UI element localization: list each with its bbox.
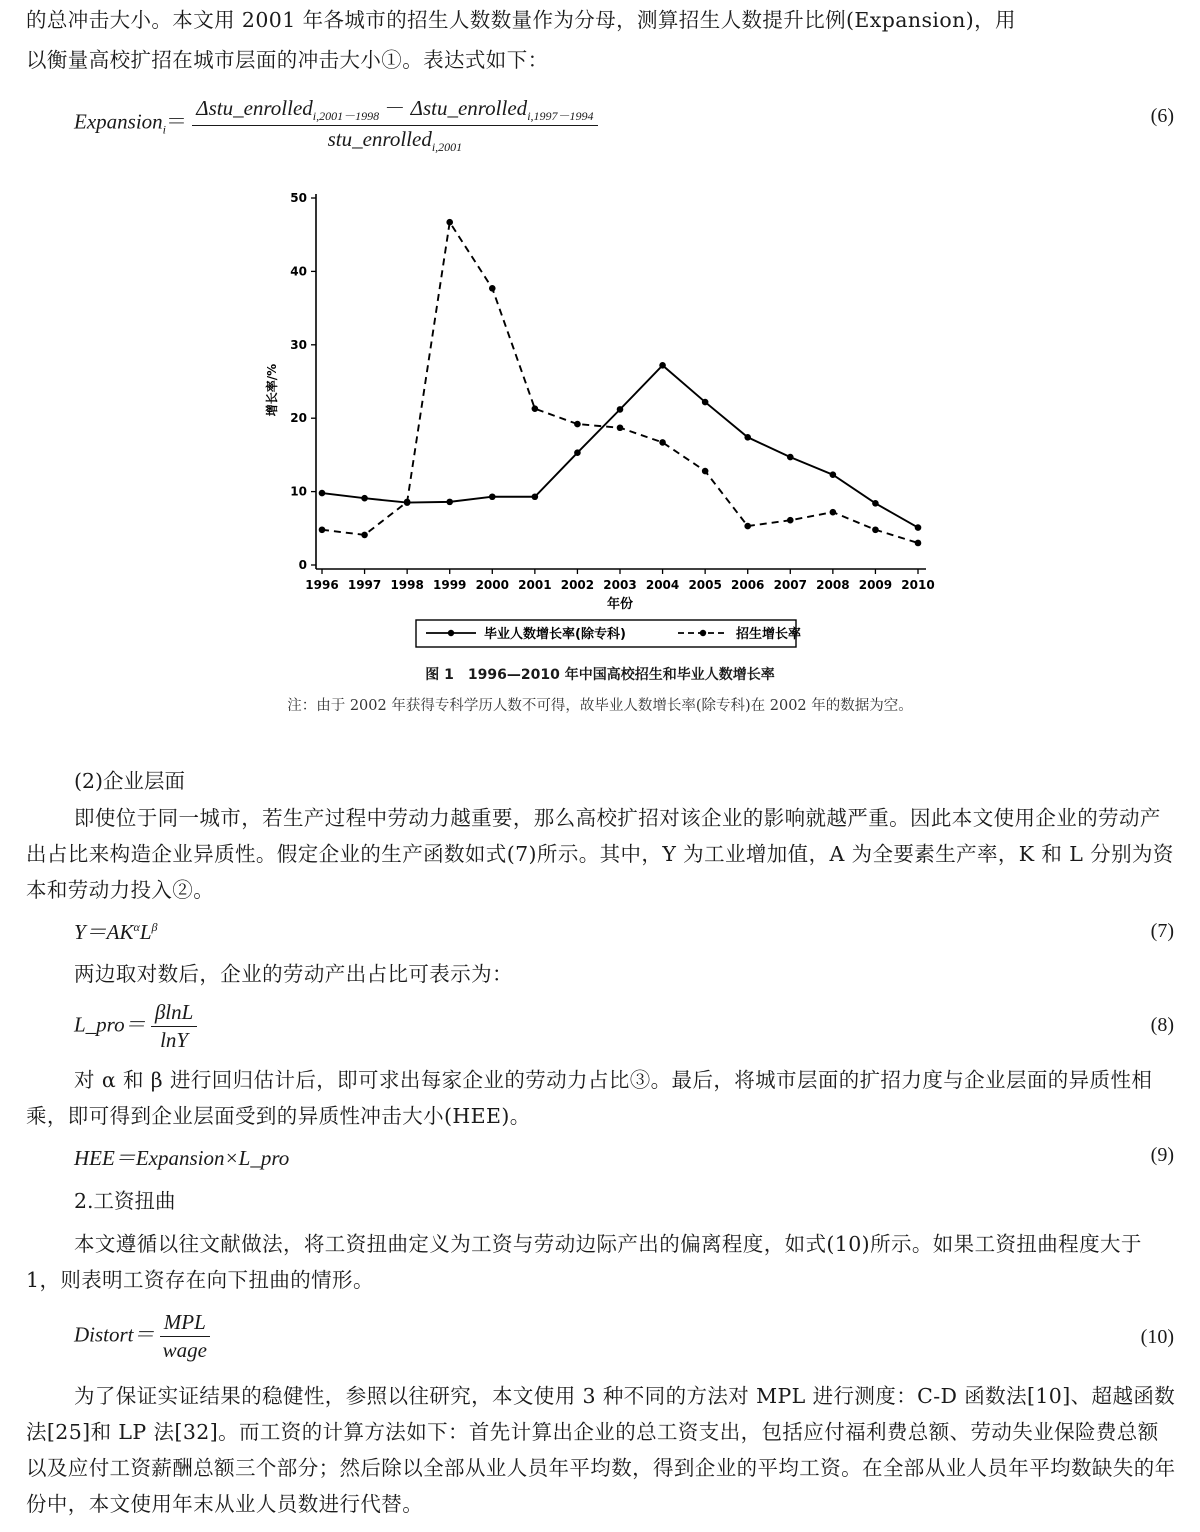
series-1-point — [915, 540, 922, 547]
eq8-fraction — [151, 1000, 197, 1053]
x-tick-label: 2005 — [688, 578, 722, 592]
legend-label-enrollment: 招生增长率 — [736, 627, 802, 642]
y-tick-label: 10 — [290, 484, 307, 499]
equation-8 — [74, 1000, 197, 1053]
chart-x-axis-label: 年份 — [606, 597, 634, 612]
figure-caption: 图 1 1996—2010 年中国高校招生和毕业人数增长率 — [425, 667, 775, 683]
series-line-1 — [322, 222, 918, 543]
series-1-point — [872, 526, 879, 533]
eq7-part-y: Y＝AK — [74, 920, 134, 944]
equation-9-number: (9) — [1150, 1144, 1174, 1166]
series-0-point — [319, 490, 326, 497]
x-tick-label: 2010 — [901, 578, 935, 592]
series-0-point — [489, 493, 496, 500]
paragraph-mpl: 为了保证实证结果的稳健性，参照以往研究，本文使用 3 种不同的方法对 MPL 进行测度：C-D 函数法[10]、超越函数法[25]和 LP 法[32]。而工资的计算方法如下：首先计算出企业的总工资支出，包括应付福利费总额、劳动失业保险费总额以及应付工资薪酬总额三个部分；然后除以全部从业人员年平均数，得到企业的平均工资。在全部从业人员年平均数缺失的年份中，本文使用年末从业人员数进行代替。 — [26, 1384, 1176, 1516]
series-1-point — [532, 405, 539, 412]
series-0-point — [872, 500, 879, 507]
equation-9: HEE＝Expansion×L_pro — [74, 1146, 290, 1170]
equation-6-number: (6) — [1150, 105, 1174, 127]
section-heading-enterprise: (2)企业层面 — [74, 769, 186, 793]
eq8-num: βlnL — [151, 1000, 197, 1027]
x-tick-label: 1998 — [390, 578, 424, 592]
chart-series — [319, 219, 922, 546]
x-tick-label: 2008 — [816, 578, 850, 592]
x-tick-label: 2000 — [475, 578, 509, 592]
equation-7 — [74, 916, 158, 946]
series-1-point — [319, 526, 326, 533]
chart-y-axis-label: 增长率/% — [265, 363, 279, 417]
x-tick-label: 1999 — [433, 578, 467, 592]
series-1-point — [830, 509, 837, 516]
y-tick-label: 0 — [298, 558, 307, 572]
series-0-point — [744, 434, 751, 441]
growth-rate-line-chart — [240, 180, 960, 650]
eq10-num: MPL — [160, 1310, 210, 1337]
series-1-point — [659, 439, 666, 446]
intro-paragraph-line2: 以衡量高校扩招在城市层面的冲击大小①。表达式如下： — [26, 48, 549, 72]
series-1-point — [361, 532, 368, 539]
eq10-fraction — [160, 1310, 210, 1363]
series-line-0 — [322, 365, 918, 527]
eq8-den: lnY — [160, 1028, 189, 1052]
eq6-num-b-sub: i,1997－1994 — [527, 109, 594, 124]
series-0-point — [787, 454, 794, 461]
legend-label-graduates: 毕业人数增长率(除专科) — [484, 627, 626, 642]
series-1-point — [489, 285, 496, 292]
series-1-point — [744, 523, 751, 530]
series-1-point — [446, 219, 453, 226]
x-tick-label: 1996 — [305, 578, 339, 592]
series-1-point — [574, 421, 581, 428]
paragraph-enterprise: 即使位于同一城市，若生产过程中劳动力越重要，那么高校扩招对该企业的影响就越严重。因此本文使用企业的劳动产出占比来构造企业异质性。假定企业的生产函数如式(7)所示。其中，Y 为工业增加值，A 为全要素生产率，K 和 L 分别为资本和劳动力投入②。 — [26, 806, 1174, 902]
x-tick-label: 1997 — [347, 578, 382, 592]
equation-10 — [74, 1310, 210, 1363]
series-0-point — [702, 399, 709, 406]
x-tick-label: 2009 — [858, 578, 893, 592]
series-0-point — [659, 362, 666, 369]
series-0-point — [361, 495, 368, 502]
eq6-den: stu_enrolled — [327, 127, 432, 152]
y-tick-label: 50 — [290, 191, 307, 205]
paragraph-regression: 对 α 和 β 进行回归估计后，即可求出每家企业的劳动力占比③。最后，将城市层面的扩招力度与企业层面的异质性相乘，即可得到企业层面受到的异质性冲击大小(HEE)。 — [26, 1068, 1153, 1128]
eq7-sup-beta: β — [151, 920, 158, 934]
series-0-point — [532, 493, 539, 500]
equation-10-number: (10) — [1140, 1326, 1174, 1348]
series-0-point — [446, 499, 453, 506]
eq7-sup-alpha: α — [133, 920, 140, 934]
x-tick-label: 2007 — [773, 578, 807, 592]
series-1-point — [702, 468, 709, 475]
series-0-point — [830, 471, 837, 478]
series-0-point — [617, 406, 624, 413]
series-1-point — [404, 499, 411, 506]
eq6-fraction — [192, 92, 597, 155]
chart-legend — [416, 620, 801, 647]
x-tick-label: 2002 — [560, 578, 595, 592]
eq6-lhs-sub: i — [162, 122, 166, 137]
y-tick-label: 30 — [290, 337, 307, 352]
series-1-point — [787, 517, 794, 524]
figure-note: 注：由于 2002 年获得专科学历人数不可得，故毕业人数增长率(除专科)在 2002 年的数据为空。 — [287, 698, 913, 714]
series-1-point — [617, 424, 624, 431]
equation-8-number: (8) — [1150, 1014, 1174, 1036]
x-tick-label: 2006 — [731, 578, 765, 592]
intro-paragraph-line1: 的总冲击大小。本文用 2001 年各城市的招生人数数量作为分母，测算招生人数提升比例(Expansion)，用 — [26, 8, 1016, 32]
equation-7-number: (7) — [1150, 920, 1174, 942]
chart-ticks — [290, 191, 934, 592]
paragraph-log: 两边取对数后，企业的劳动产出占比可表示为： — [74, 962, 513, 986]
section-heading-wage: 2.工资扭曲 — [74, 1189, 176, 1213]
x-tick-label: 2003 — [603, 578, 637, 592]
eq6-minus: － — [384, 96, 406, 120]
x-tick-label: 2001 — [518, 578, 552, 592]
paragraph-wage: 本文遵循以往文献做法，将工资扭曲定义为工资与劳动边际产出的偏离程度，如式(10)所示。如果工资扭曲程度大于 1，则表明工资存在向下扭曲的情形。 — [26, 1232, 1142, 1292]
eq6-num-a-sub: i,2001－1998 — [312, 109, 380, 124]
series-0-point — [574, 449, 581, 456]
eq10-lhs: Distort＝ — [74, 1322, 155, 1347]
equation-6: Expansion$_i$＝ Δstu_enrolled$_{i,2001-1998}$ － Δstu_enrolled$_{i,1997-1994}$ stu_enrolled$_{i,2001}$ — [74, 92, 598, 155]
eq6-num-b: Δstu_enrolled — [410, 96, 528, 120]
y-tick-label: 40 — [290, 264, 307, 279]
eq8-lhs: L_pro＝ — [74, 1012, 146, 1037]
eq10-den: wage — [162, 1338, 207, 1362]
y-tick-label: 20 — [290, 411, 307, 426]
eq7-part-l: L — [139, 920, 152, 944]
eq6-den-sub: i,2001 — [431, 140, 463, 155]
eq6-lhs: Expansion — [74, 109, 163, 134]
eq6-num-a: Δstu_enrolled — [196, 96, 313, 120]
series-0-point — [915, 524, 922, 531]
x-tick-label: 2004 — [645, 578, 680, 592]
